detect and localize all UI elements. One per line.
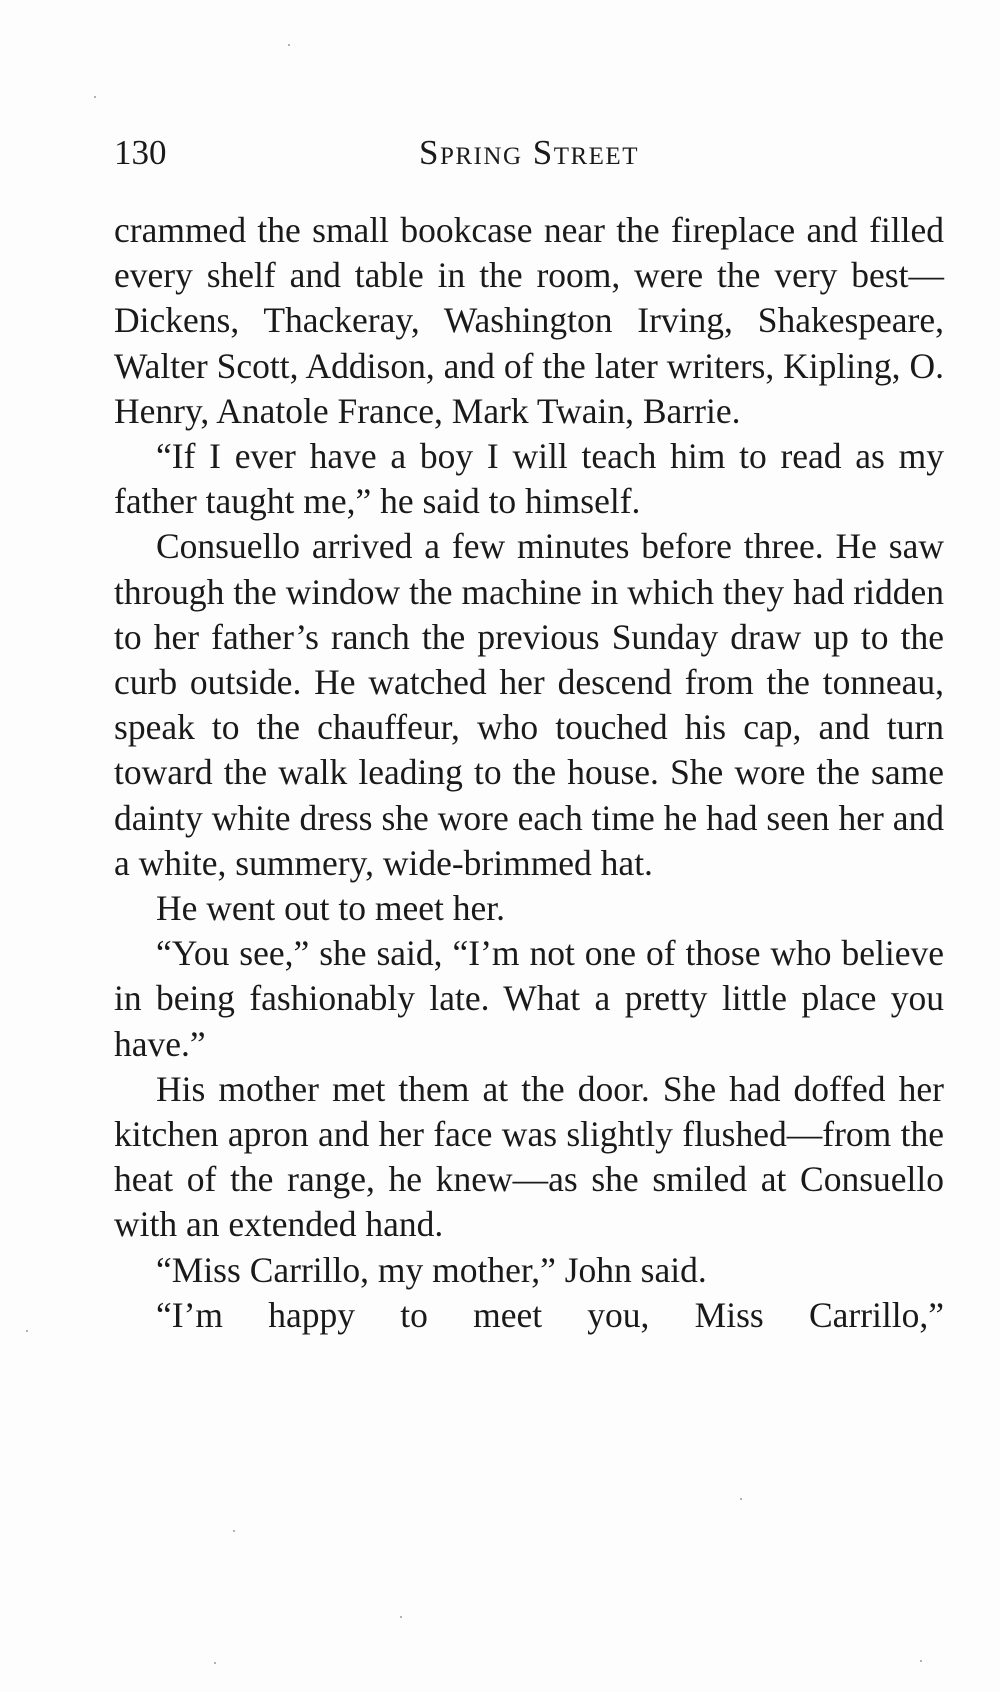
paragraph-introduction: “Miss Carrillo, my mother,” John said. [156,1249,707,1290]
paper-speck [26,1330,28,1332]
body-text [114,208,944,1338]
paragraph-fashionably-late: “You see,” she said, “I’m not one of those who believe in being fashionably late. What a pretty little place you have.” [114,933,944,1064]
paper-speck [400,1616,402,1618]
paper-speck [94,96,96,98]
paragraph-teach-boy: “If I ever have a boy I will teach him to read as my father taught me,” he said to himself. [114,436,944,522]
paragraph-happy-to-meet: “I’m happy to meet you, Miss Carrillo,” [156,1294,944,1335]
paragraph-went-out: He went out to meet her. [156,888,505,929]
paper-speck [288,44,290,46]
page-number: 130 [114,133,167,172]
paper-speck [740,1498,742,1500]
running-head [114,128,944,178]
book-title: Spring Street [419,133,639,172]
paragraph-consuello-arrives: Consuello arrived a few minutes before three. He saw through the window the machine in which they had ridden to her father’s ranch the previous Sunday draw up to the curb outside. He watched her descend from the tonneau, speak to the chauffeur, who touched his cap, and turn toward the walk leading to the house. She wore the same dainty white dress she wore each time he had seen her and a white, summery, wide-brimmed hat. [114,526,944,883]
paragraph-mother-at-door: His mother met them at the door. She had doffed her kitchen apron and her face was slightly flushed—from the heat of the range, he knew—as she smiled at Consuello with an extended hand. [114,1068,944,1245]
paper-speck [214,1662,216,1664]
paper-speck [920,1660,922,1662]
paragraph-bookcase: crammed the small bookcase near the fireplace and filled every shelf and table in the room, were the very best—Dickens, Thackeray, Washington Irving, Shakespeare, Walter Scott, Addison, and of the later writers, Kipling, O. Henry, Anatole France, Mark Twain, Barrie. [114,210,944,431]
paper-speck [233,1530,235,1532]
